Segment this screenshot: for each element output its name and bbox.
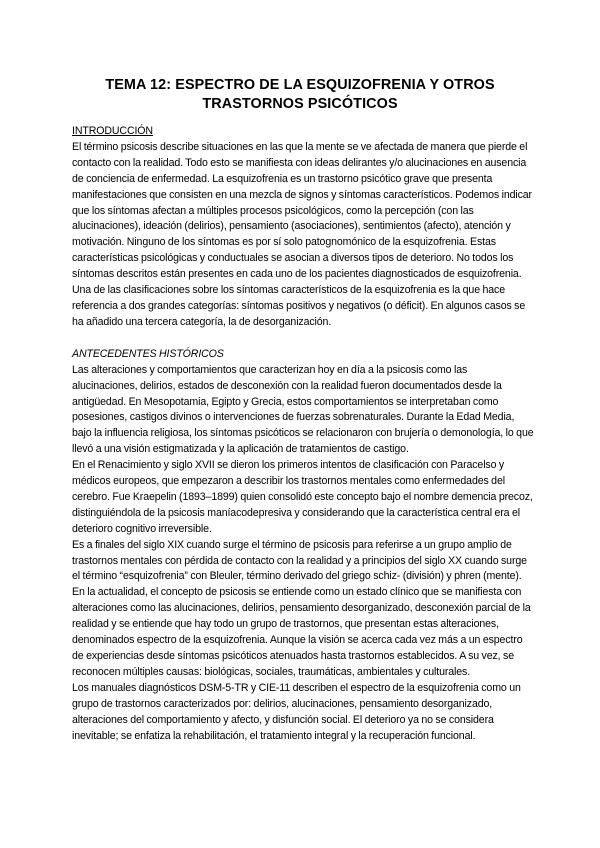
intro-paragraph: El término psicosis describe situaciones en las que la mente se ve afectada de manera que pierde el contacto con la realidad. Todo esto se manifiesta con ideas delirantes y/o alucinaciones en ausencia de conciencia de enfermedad. La esquizofrenia es un trastorno psicótico grave que presenta manifestaciones que consisten en una mezcla de signos y síntomas característicos. Podemos indicar que los síntomas afectan a múltiples procesos psicológicos, como la percepción (con las alucinaciones), ideación (delirios), pensamiento (asociaciones), sentimientos (afecto), atención y motivación. Ninguno de los síntomas es por sí solo patognomónico de la esquizofrenia. Estas características psicológicas y conductuales se asocian a diversos tipos de deterioro. No todos los síntomas descritos están presentes en cada uno de los pacientes diagnosticados de esquizofrenia. Una de las clasificaciones sobre los síntomas característicos de la esquizofrenia es la que hace referencia a dos grandes categorías: síntomas positivos y negativos (o déficit). En algunos casos se ha añadido una tercera categoría, la de desorganización.: [72, 140, 532, 328]
history-paragraph-1: Las alteraciones y comportamientos que caracterizan hoy en día a la psicosis como las alucinaciones, delirios, estados de desconexión con la realidad fueron documentados desde la antigüedad. En Mesopotamia, Egipto y Grecia, estos comportamientos se interpretaban como posesiones, castigos divinos o intervenciones de fuerzas sobrenaturales. Durante la Edad Media, bajo la influencia religiosa, los síntomas psicóticos se relacionaron con brujería o demonología, lo que llevó a una visión estigmatizada y la aplicación de tratamientos de castigo.: [72, 363, 534, 456]
section-heading-antecedentes: ANTECEDENTES HISTÓRICOS: [72, 347, 224, 360]
title-line-1: TEMA 12: ESPECTRO DE LA ESQUIZOFRENIA Y OTROS: [105, 77, 495, 93]
history-paragraph-5: Los manuales diagnósticos DSM-5-TR y CIE-11 describen el espectro de la esquizofrenia como un grupo de trastornos caracterizados por: delirios, alucinaciones, pensamiento desorganizado, alteraciones del comportamiento y afecto, y disfunción social. El deterioro ya no se considera inevitable; se enfatiza la rehabilitación, el tratamiento integral y la recuperación funcional.: [72, 681, 521, 742]
history-paragraph-2: En el Renacimiento y siglo XVII se dieron los primeros intentos de clasificación con Paracelso y médicos europeos, que empezaron a describir los trastornos mentales como enfermedades del cerebro. Fue Kraepelin (1893–1899) quien consolidó este concepto bajo el nombre demencia precoz, distinguiéndola de la psicosis maníacodepresiva y considerando que la característica central era el deterioro cognitivo irreversible.: [72, 459, 533, 535]
title-line-2: TRASTORNOS PSICÓTICOS: [202, 96, 398, 112]
history-paragraph-3: Es a finales del siglo XIX cuando surge el término de psicosis para referirse a un grupo amplio de trastornos mentales con pérdida de contacto con la realidad y a principios del siglo XX cuando surge el término “esquizofrenia” con Bleuler, término derivado del griego schiz- (división) y phren (mente).: [72, 538, 527, 583]
document-body: [72, 124, 534, 744]
section-heading-introduccion: INTRODUCCIÓN: [72, 125, 153, 137]
history-paragraph-4: En la actualidad, el concepto de psicosis se entiende como un estado clínico que se manifiesta con alteraciones como las alucinaciones, delirios, pensamiento desorganizado, desconexión parcial de la realidad y se entiende que hay todo un grupo de trastornos, que presentan estas alteraciones, denominados espectro de la esquizofrenia. Aunque la visión se acerca cada vez más a un espectro de experiencias desde síntomas psicóticos atenuados hasta trastornos establecidos. A su vez, se reconocen múltiples causas: biológicas, sociales, traumáticas, ambientales y culturales.: [72, 586, 531, 678]
page-title: [60, 76, 540, 114]
